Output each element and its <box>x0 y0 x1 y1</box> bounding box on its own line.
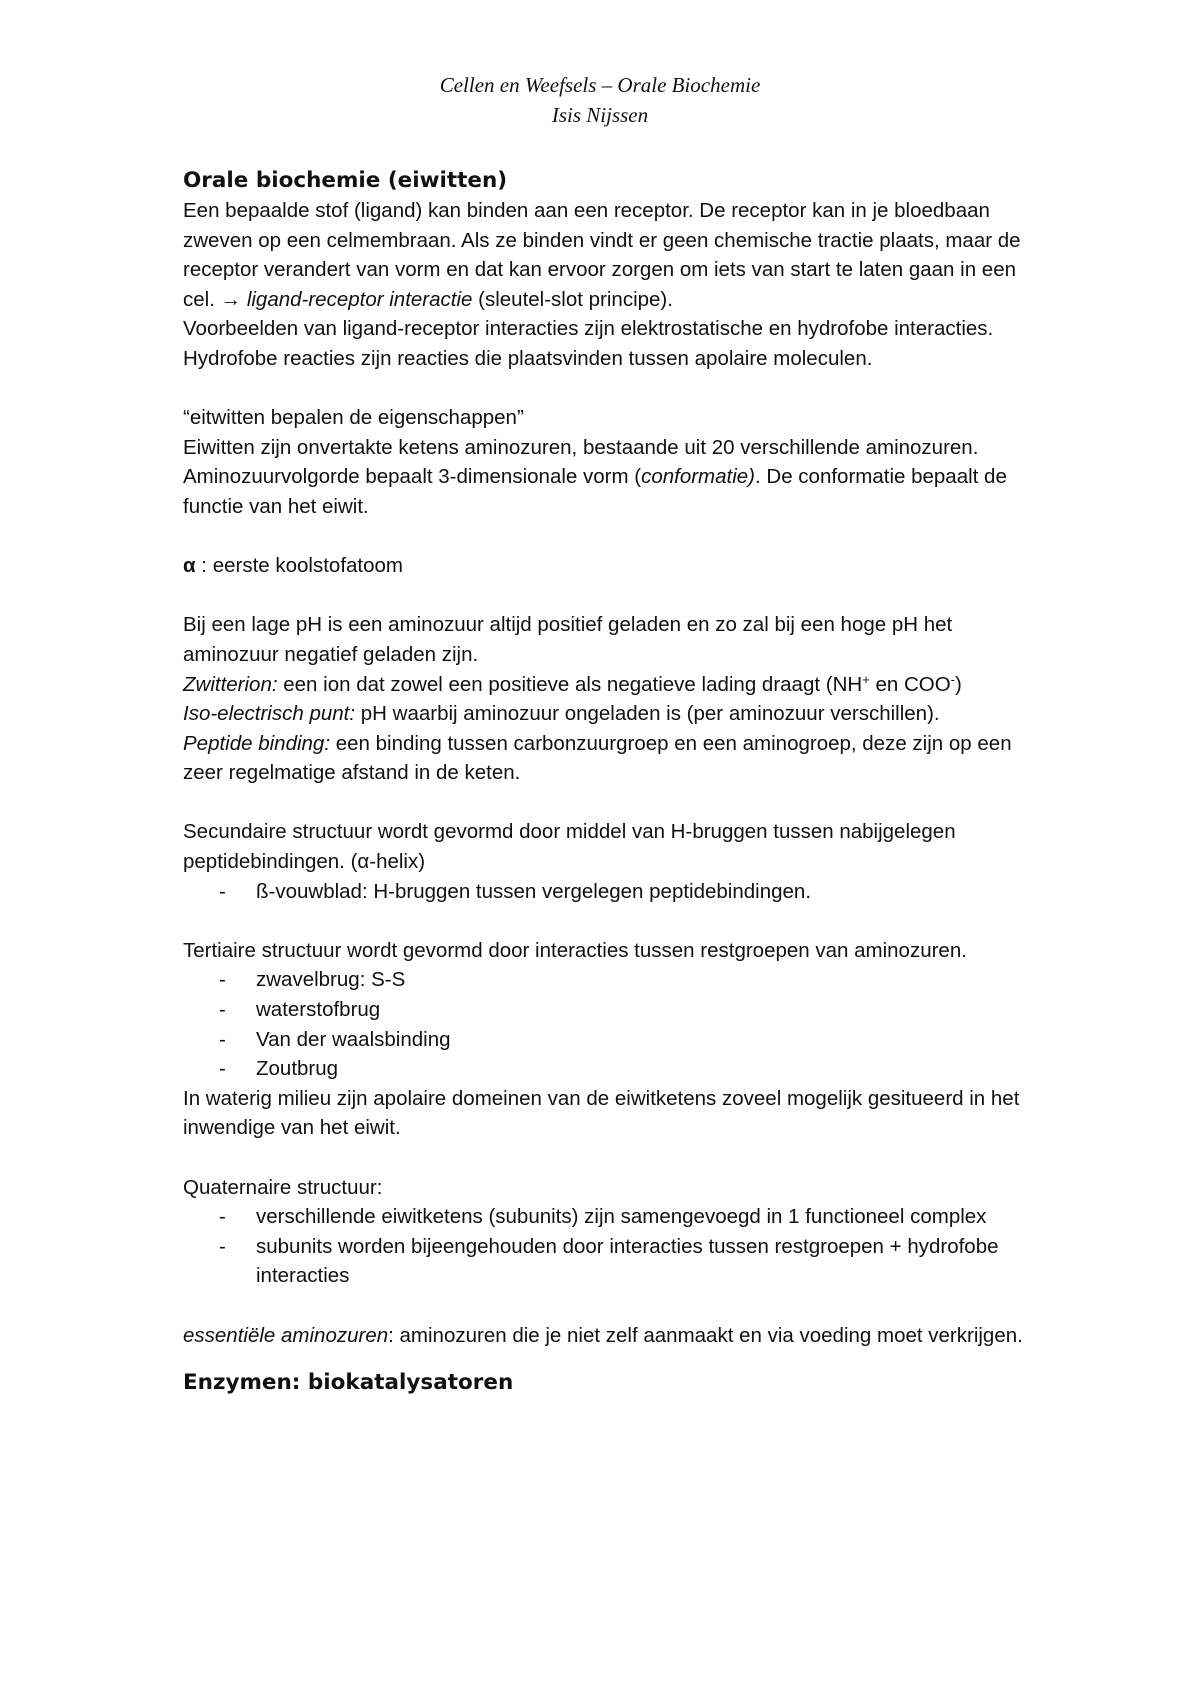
term-ligand-receptor: ligand-receptor interactie <box>246 287 473 311</box>
paragraph-secundair: Secundaire structuur wordt gevormd door middel van H-bruggen tussen nabijgelegen peptidebindingen. (α-helix) <box>183 820 956 874</box>
blank-line <box>183 581 1043 611</box>
list-item: - Zoutbrug <box>183 1054 1043 1084</box>
list-item: - ß-vouwblad: H-bruggen tussen vergelegen peptidebindingen. <box>183 877 1043 907</box>
paragraph-eiwitten: Eiwitten zijn onvertakte ketens aminozuren, bestaande uit 20 verschillende aminozuren. Aminozuurvolgorde bepaalt 3-dimensionale vorm (conformatie). De conformatie bepaalt de functie van het eiwit. <box>183 435 1007 518</box>
arrow-icon: → <box>220 287 242 311</box>
header-author: Isis Nijssen <box>551 103 649 127</box>
paragraph-ph: Bij een lage pH is een aminozuur altijd positief geladen en zo zal bij een hoge pH het aminozuur negatief geladen zijn. <box>183 613 953 666</box>
blank-line <box>183 1143 1043 1173</box>
blank-line <box>183 374 1043 404</box>
header-course-title: Cellen en Weefsels – Orale Biochemie <box>439 73 761 97</box>
page-header <box>0 70 1200 130</box>
term-iso-electrisch: Iso-electrisch punt: <box>183 702 356 726</box>
section-heading-enzymen: Enzymen: biokatalysatoren <box>183 1370 514 1396</box>
document-body <box>183 166 1043 1398</box>
paragraph-ligand-receptor: Een bepaalde stof (ligand) kan binden aan een receptor. De receptor kan in je bloedbaan zweven op een celmembraan. Als ze binden vindt er geen chemische tractie plaats, maar de receptor verandert van vorm en dat kan ervoor zorgen om iets van start te laten gaan in een cel. → ligand-receptor interactie (sleutel-slot principe). <box>183 199 1021 311</box>
list-item: - zwavelbrug: S-S <box>183 965 1043 995</box>
term-conformatie: conformatie) <box>641 465 756 489</box>
paragraph-quaternair: Quaternaire structuur: <box>183 1175 383 1199</box>
blank-line <box>183 522 1043 552</box>
paragraph-interactions: Voorbeelden van ligand-receptor interacties zijn elektrostatische en hydrofobe interacties. <box>183 317 994 341</box>
list-tertiair <box>183 965 1043 1083</box>
paragraph-quote: “eitwitten bepalen de eigenschappen” <box>183 406 524 430</box>
paragraph-hydrofobe: Hydrofobe reacties zijn reacties die plaatsvinden tussen apolaire moleculen. <box>183 346 873 370</box>
blank-line <box>183 788 1043 818</box>
paragraph-tertiair: Tertiaire structuur wordt gevormd door interacties tussen restgroepen van aminozuren. <box>183 938 967 962</box>
paragraph-alpha: α : eerste koolstofatoom <box>183 554 403 578</box>
paragraph-zwitterion: Zwitterion: een ion dat zowel een positieve als negatieve lading draagt (NH+ en COO-) <box>183 671 962 696</box>
term-zwitterion: Zwitterion: <box>183 672 278 696</box>
list-quaternair <box>183 1202 1043 1291</box>
blank-line <box>183 1291 1043 1321</box>
list-item: - waterstofbrug <box>183 995 1043 1025</box>
paragraph-iso-electrisch: Iso-electrisch punt: pH waarbij aminozuur ongeladen is (per aminozuur verschillen). <box>183 702 940 726</box>
list-item: - Van der waalsbinding <box>183 1025 1043 1055</box>
list-item: - verschillende eiwitketens (subunits) zijn samengevoegd in 1 functioneel complex <box>183 1202 1043 1232</box>
section-heading-orale-biochemie: Orale biochemie (eiwitten) <box>183 168 508 193</box>
paragraph-peptide: Peptide binding: een binding tussen carbonzuurgroep en een aminogroep, deze zijn op een zeer regelmatige afstand in de keten. <box>183 731 1012 785</box>
term-peptide-binding: Peptide binding: <box>183 731 331 755</box>
list-secundair <box>183 877 1043 907</box>
paragraph-waterig-milieu: In waterig milieu zijn apolaire domeinen van de eiwitketens zoveel mogelijk gesitueerd in het inwendige van het eiwit. <box>183 1086 1020 1140</box>
paragraph-essentiele-aminozuren: essentiële aminozuren: aminozuren die je niet zelf aanmaakt en via voeding moet verkrijgen. <box>183 1323 1023 1347</box>
alpha-symbol: α <box>183 554 196 578</box>
term-essentiele-aminozuren: essentiële aminozuren <box>183 1323 389 1347</box>
blank-line <box>183 906 1043 936</box>
list-item: - subunits worden bijeengehouden door interacties tussen restgroepen + hydrofobe interacties <box>183 1232 1043 1291</box>
